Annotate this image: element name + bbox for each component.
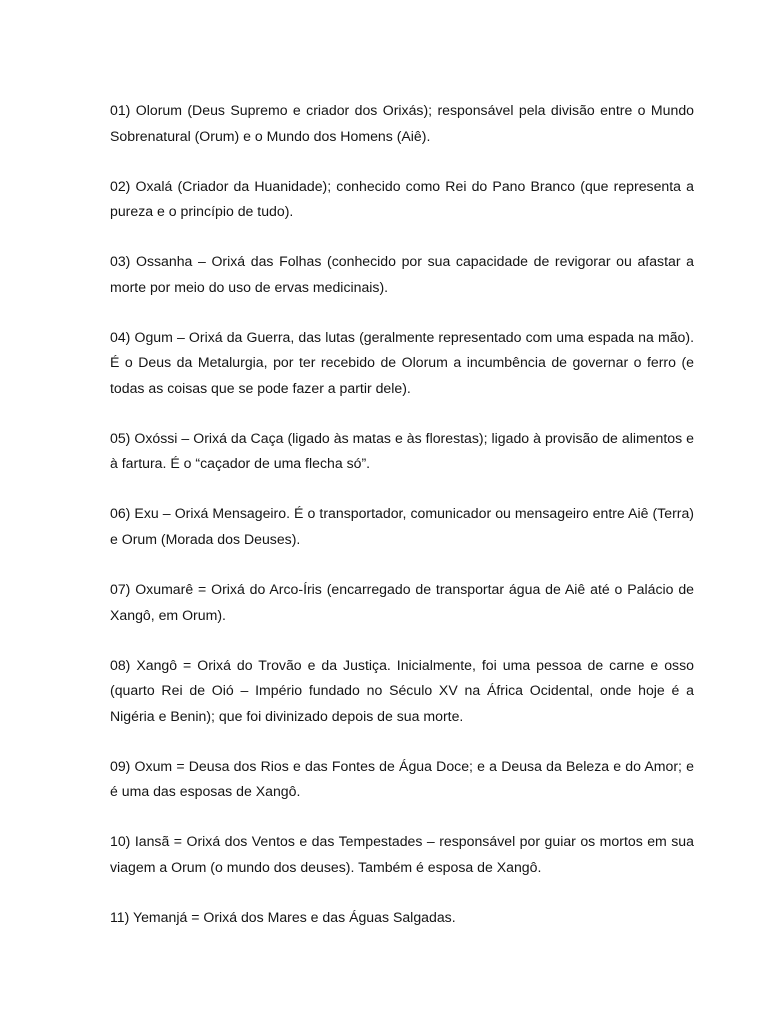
- paragraph-ogum: 04) Ogum – Orixá da Guerra, das lutas (geralmente representado com uma espada na mão). É o Deus da Metalurgia, por ter recebido de Olorum a incumbência de governar o ferro (e todas as coisas que se pode fazer a partir dele).: [110, 328, 694, 396]
- paragraph-exu: 06) Exu – Orixá Mensageiro. É o transportador, comunicador ou mensageiro entre Aiê (Terra) e Orum (Morada dos Deuses).: [110, 505, 694, 547]
- paragraph-yemanja: 11) Yemanjá = Orixá dos Mares e das Águas Salgadas.: [110, 908, 456, 925]
- paragraph-oxum: 09) Oxum = Deusa dos Rios e das Fontes de Água Doce; e a Deusa da Beleza e do Amor; e é uma das esposas de Xangô.: [110, 757, 694, 800]
- paragraph-iansa: 10) Iansã = Orixá dos Ventos e das Tempestades – responsável por guiar os mortos em sua viagem a Orum (o mundo dos deuses). Também é esposa de Xangô.: [110, 833, 694, 875]
- paragraph-olorum: 01) Olorum (Deus Supremo e criador dos Orixás); responsável pela divisão entre o Mundo Sobrenatural (Orum) e o Mundo dos Homens (Aiê).: [110, 102, 694, 144]
- paragraph-oxala: 02) Oxalá (Criador da Huanidade); conhecido como Rei do Pano Branco (que representa a pureza e o princípio de tudo).: [110, 177, 694, 220]
- paragraph-ossanha: 03) Ossanha – Orixá das Folhas (conhecido por sua capacidade de revigorar ou afastar a morte por meio do uso de ervas medicinais).: [110, 253, 694, 295]
- document-page: [110, 98, 694, 955]
- paragraph-xango: 08) Xangô = Orixá do Trovão e da Justiça. Inicialmente, foi uma pessoa de carne e osso (quarto Rei de Oió – Império fundado no Século XV na África Ocidental, onde hoje é a Nigéria e Benin); que foi divinizado depois de sua morte.: [110, 656, 694, 724]
- paragraph-oxossi: 05) Oxóssi – Orixá da Caça (ligado às matas e às florestas); ligado à provisão de alimentos e à fartura. É o “caçador de uma flecha só”.: [110, 429, 694, 472]
- paragraph-oxumare: 07) Oxumarê = Orixá do Arco-Íris (encarregado de transportar água de Aiê até o Palácio de Xangô, em Orum).: [110, 581, 694, 623]
